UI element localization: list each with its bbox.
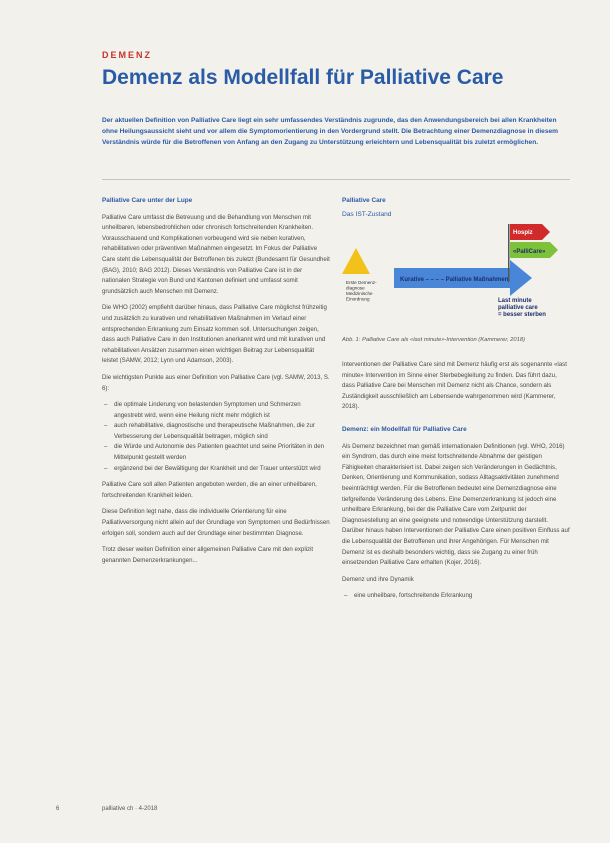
list-item: – die Würde und Autonomie des Patienten geachtet und seine Prioritäten in den Mittelpunkt gestellt werden: [114, 442, 330, 463]
figure-subheading: Das IST-Zustand: [342, 210, 392, 218]
left-paragraph-4: Palliative Care soll allen Patienten angeboten werden, die an einer unheilbaren, fortschreitenden Krankheit leiden.: [102, 481, 317, 499]
left-heading: Palliative Care unter der Lupe: [102, 197, 193, 204]
right-paragraph-2: Als Demenz bezeichnet man gemäß internationalen Definitionen (vgl. WHO, 2016) ein Syndrom, das durch eine meist fortschreitende Abnahme der geistigen Fähigkeiten charakterisiert ist. Dabei zeigen sich Veränderungen in Gedächtnis, Denken, Orientierung und Kommunikation, sodass Alltagsaktivitäten zunehmend beeinträchtigt werden. Für die Betroffenen bedeutet eine Demenzdiagnose eine tiefgreifende Veränderung des Lebens. Eine Demenzerkrankung ist jedoch eine unheilbare Erkrankung, bei der die Palliative Care vom Zeitpunkt der Diagnosestellung an eine geeignete und notwendige Unterstützung darstellt. Darüber hinaus haben Interventionen der Palliative Care einen positiven Einfluss auf die Lebensqualität der Betroffenen und ihrer Angehörigen. Für Menschen mit Demenz ist es deshalb besonders wichtig, dass sie Zugang zu einer früh einsetzenden Palliative Care erhalten (Kojer, 2016).: [342, 442, 570, 567]
left-paragraph-5: Diese Definition legt nahe, dass die individuelle Orientierung für eine Palliativversorgung nicht allein auf der Grundlage von Symptomen und Bedürfnissen erfolgen soll, sondern auch auf der Grundlage einer bestimmten Diagnose.: [102, 508, 330, 537]
journal-footer: palliative ch · 4-2018: [102, 806, 158, 812]
list-item: – eine unheilbare, fortschreitende Erkrankung: [354, 591, 570, 602]
section-kicker: DEMENZ: [102, 50, 152, 60]
list-item: – auch rehabilitative, diagnostische und therapeutische Maßnahmen, die zur Verbesserung der Lebensqualität beitragen, möglich sind: [114, 421, 330, 442]
flag-pole: [508, 224, 510, 282]
left-paragraph-2: Die WHO (2002) empfiehlt darüber hinaus, dass Palliative Care möglichst frühzeitig und zusätzlich zu kurativen und rehabilitativen Maßnahmen im Verlauf einer entsprechenden Erkrankung zum Einsatz kommen soll. Untersuchungen zeigen, dass auch Palliative Care in den Institutionen anerkannt wird und mit kurativen und rehabilitativen Ansätzen zusammen einen wichtigen Beitrag zur Lebensqualität leistet (SAMW, 2012; Lynn und Adamson, 2003).: [102, 304, 327, 365]
right-label: Last minute palliative care = besser sterben: [498, 298, 546, 318]
intro-paragraph: Der aktuellen Definition von Palliative Care liegt ein sehr umfassendes Verständnis zugrunde, das den Anwendungsbereich bei allen Krankheiten ohne Heilungsaussicht sieht und vor allem die Symptomorientierung in den Vordergrund stellt. Die Betrachtung einer Demenzdiagnose in diesem Verständnis würde für die Betroffenen von Anfang an den Zugang zu Unterstützung erleichtern und Lebensqualität bis zuletzt ermöglichen.: [102, 117, 559, 146]
figure-box: [342, 196, 570, 220]
divider: [102, 179, 570, 180]
right-column: [342, 360, 570, 602]
left-label: Erste Demenz- diagnose Medizinische Einordnung: [346, 280, 377, 302]
right-heading: Demenz: ein Modellfall für Palliative Care: [342, 425, 467, 433]
list-item: – ergänzend bei der Bewältigung der Krankheit und der Trauer unterstützt wird: [114, 464, 330, 475]
left-paragraph-3: Die wichtigsten Punkte aus einer Definition von Palliative Care (vgl. SAMW, 2013, S. 6):: [102, 373, 330, 392]
page-number: 6: [56, 806, 60, 812]
left-paragraph-1: Palliative Care umfasst die Betreuung und die Behandlung von Menschen mit unheilbaren, lebensbedrohlichen oder chronisch fortschreitenden Krankheiten. Vorausschauend und Komplikationen vorbeugend wird sie neben kurativen, rehabilitativen oder präventiven Maßnahmen eingesetzt. Im Fokus der Palliative Care steht die Lebensqualität der Betroffenen bis zuletzt (Bundesamt für Gesundheit (BAG), 2010; BAG 2012). Dieses Verständnis von Palliative Care ist in der nationalen Strategie von Bund und Kantonen definiert und umfasst somit grundsätzlich auch Menschen mit Demenz.: [102, 213, 330, 295]
palliative-care-diagram: [342, 222, 570, 330]
list-item: – die optimale Linderung von belastenden Symptomen und Schmerzen angestrebt wird, wenn eine Heilung nicht mehr möglich ist: [114, 400, 330, 421]
right-paragraph-1: Interventionen der Palliative Care sind mit Demenz häufig erst als sogenannte «last minute» Intervention im Sinne einer Sterbebegleitung zu finden. Das führt dazu, dass Palliative Care bei Menschen mit Demenz nicht als Chance, sondern als Zuständigkeit ausschließlich am Lebensende wahrgenommen wird (Kammerer, 2018).: [342, 361, 567, 411]
left-paragraph-6: Trotz dieser weiten Definition einer allgemeinen Palliative Care mit den explizit genannten Demenzerkrankungen...: [102, 546, 314, 564]
flag-top-label: Hospiz: [513, 230, 533, 236]
page-title: Demenz als Modellfall für Palliative Care: [102, 66, 504, 89]
dynamics-list: [342, 591, 570, 602]
figure-caption: Abb. 1: Palliative Care als «last minute»-Intervention (Kammerer, 2018): [342, 337, 526, 343]
definition-list: [102, 400, 330, 474]
arrow-label: Kurative – – – – Palliative Maßnahmen: [400, 277, 509, 283]
flag-mid-label: «PalliCare»: [513, 249, 546, 255]
figure-heading: Palliative Care: [342, 197, 386, 204]
diagnosis-triangle: [342, 248, 370, 274]
right-paragraph-3: Demenz und ihre Dynamik: [342, 575, 414, 583]
left-column: [102, 196, 330, 572]
